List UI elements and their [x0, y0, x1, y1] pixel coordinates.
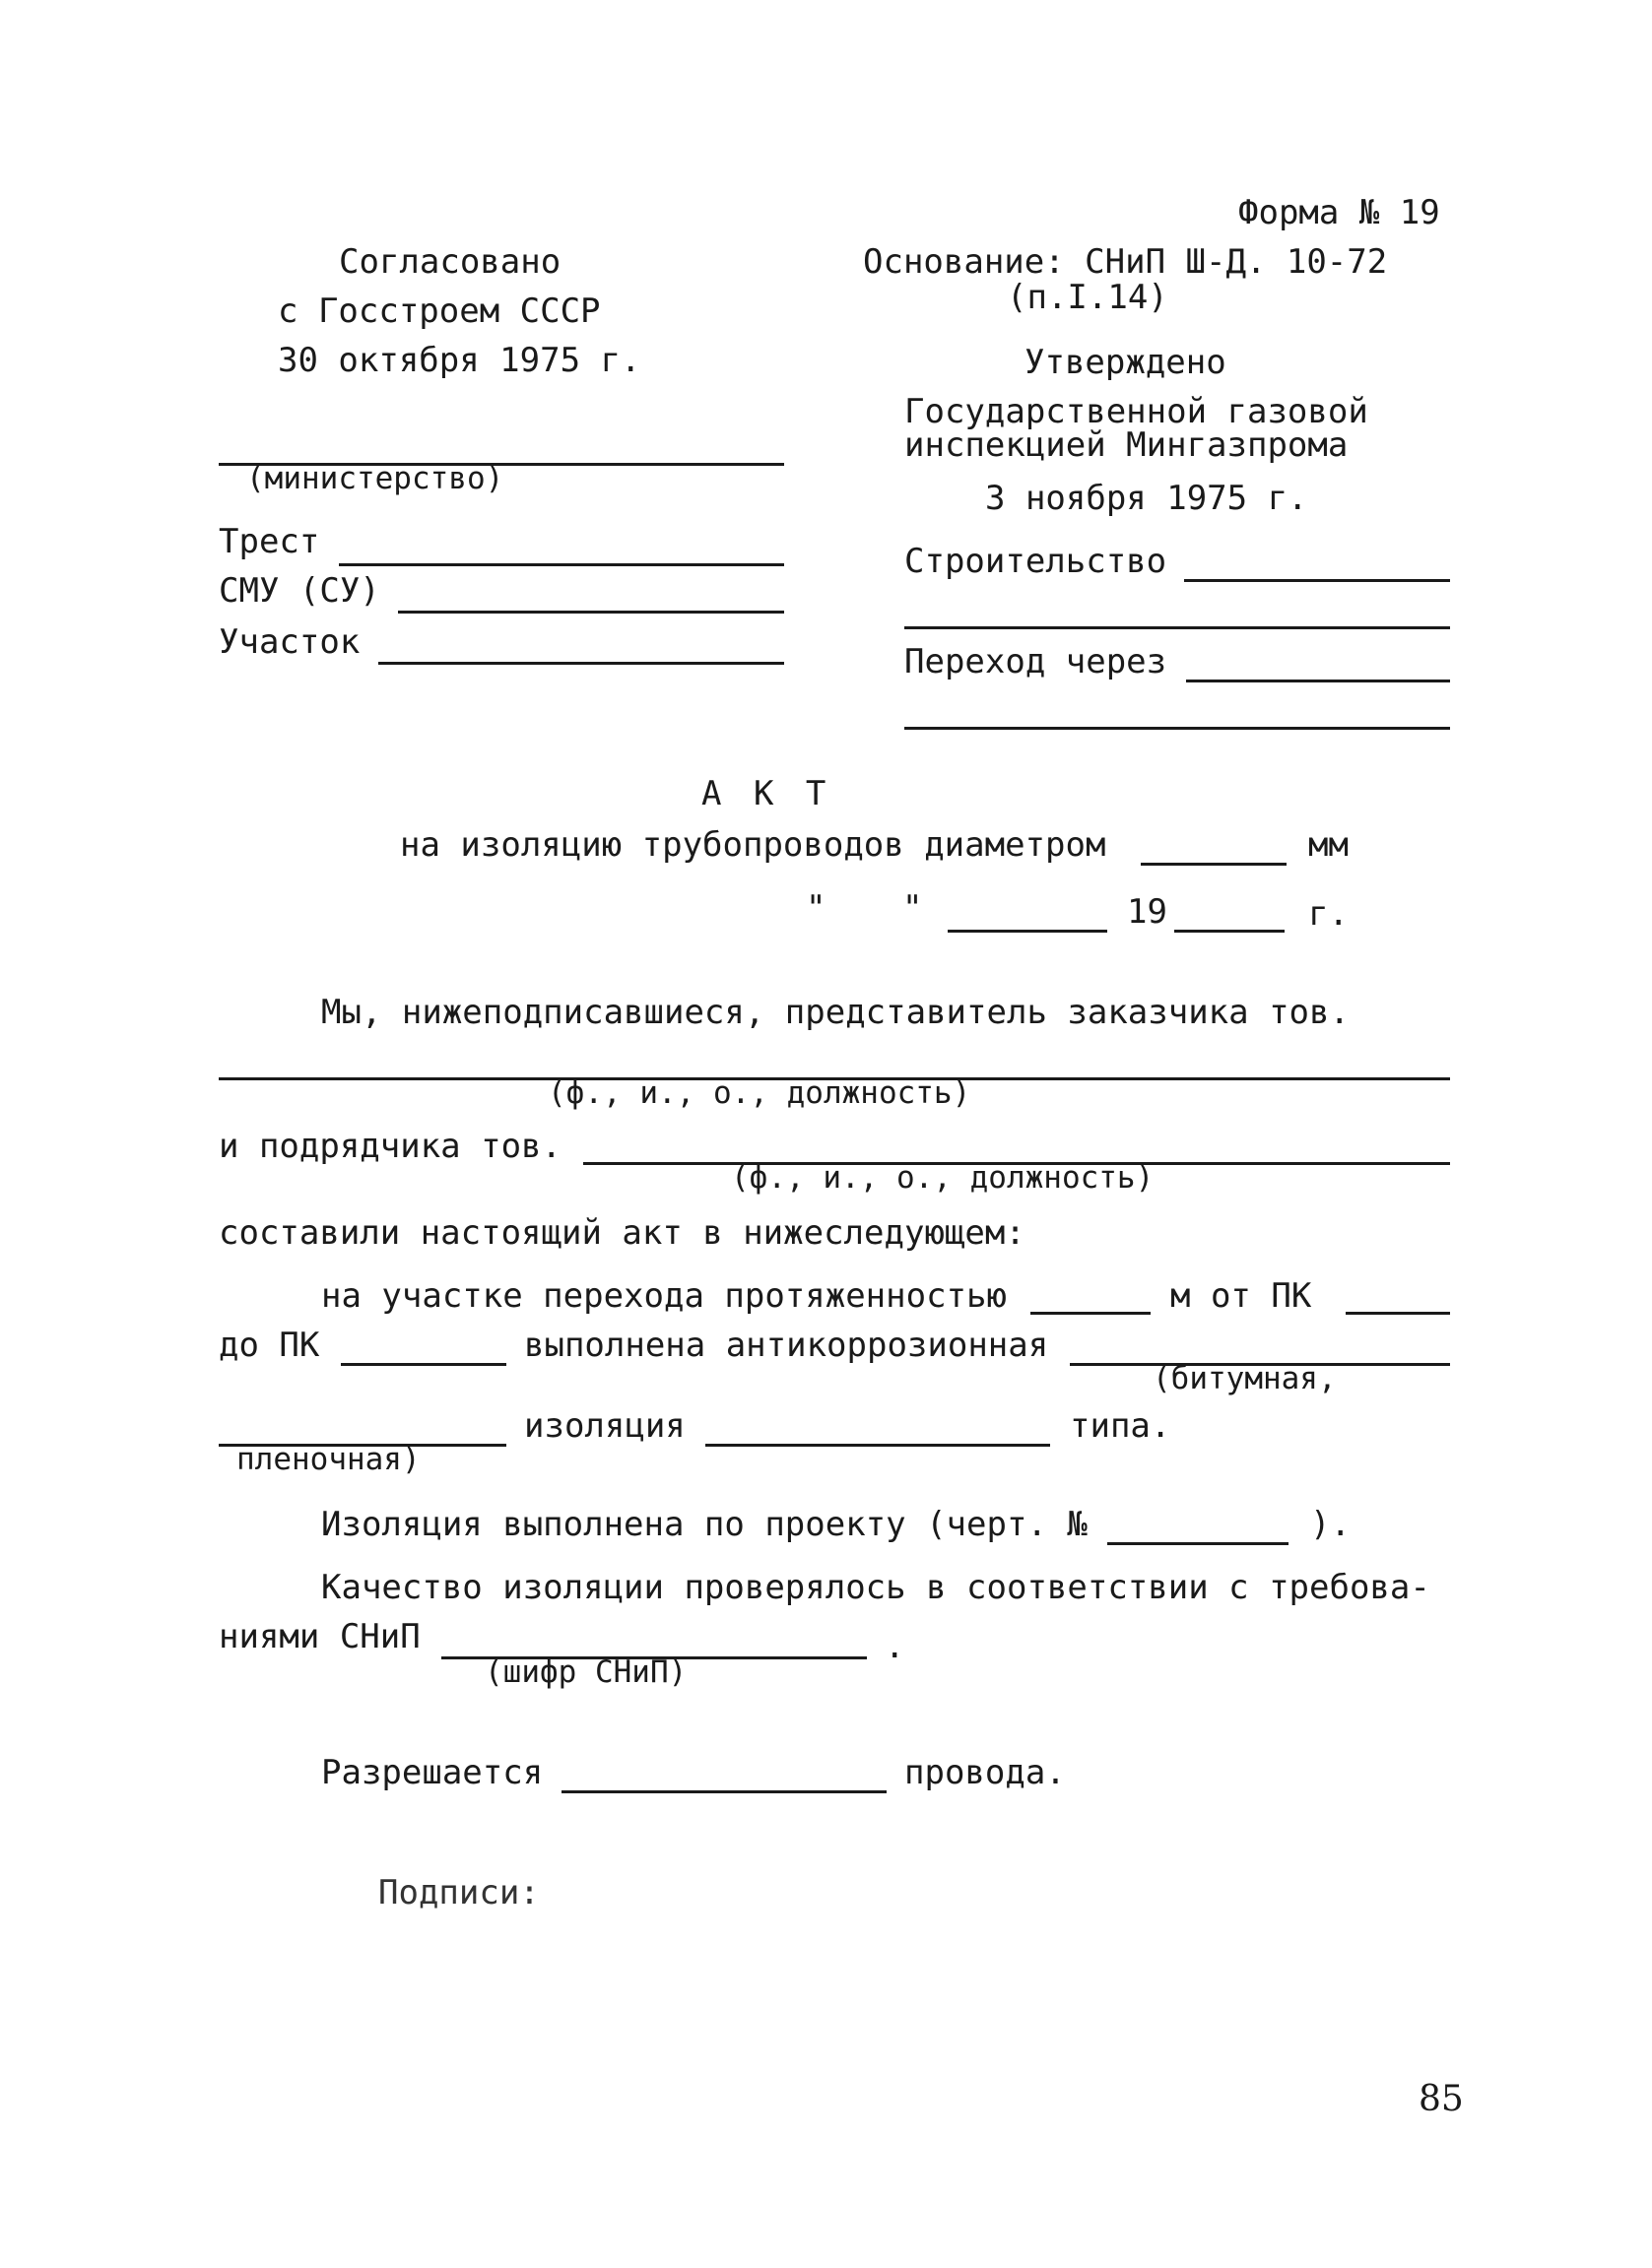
per-project-text: Изоляция выполнена по проекту (черт. № [321, 1505, 1088, 1544]
basis-line-1: Основание: СНиП Ш-Д. 10-72 [863, 242, 1388, 282]
quote-open: " [806, 888, 826, 928]
per-project-close: ). [1310, 1505, 1351, 1544]
agreed-label: Согласовано [339, 242, 562, 282]
anticorr-text: выполнена антикоррозионная [524, 1326, 1049, 1365]
pk-from-line[interactable] [1346, 1312, 1450, 1315]
quote-close: " [902, 888, 923, 928]
crossing-line[interactable] [1186, 680, 1450, 682]
section-length-text: на участке перехода протяженностью [321, 1276, 1007, 1316]
act-subject: на изоляцию трубопроводов диаметром [400, 825, 1106, 865]
pk-to-line[interactable] [341, 1363, 506, 1366]
permitted-text: Разрешается [321, 1753, 544, 1792]
bitum-caption: (битумная, [1153, 1361, 1337, 1396]
length-line[interactable] [1030, 1312, 1151, 1315]
crossing-line-2[interactable] [904, 727, 1450, 730]
permitted-line[interactable] [562, 1790, 887, 1793]
page-number: 85 [1419, 2079, 1464, 2119]
year-suffix: г. [1308, 894, 1349, 934]
insulation-type-line[interactable] [705, 1444, 1050, 1447]
to-pk: до ПК [219, 1326, 320, 1365]
approved-date: 3 ноября 1975 г. [985, 479, 1308, 518]
construction-line[interactable] [1184, 579, 1450, 582]
compiled-text: составили настоящий акт в нижеследующем: [219, 1213, 1025, 1253]
fio-caption-2: (ф., и., о., должность) [731, 1160, 1155, 1196]
approved-label: Утверждено [1024, 343, 1226, 382]
wire-text: провода. [904, 1753, 1066, 1792]
approved-by-1: Государственной газовой [904, 392, 1368, 431]
site-label: Участок [219, 622, 361, 662]
diameter-line[interactable] [1141, 863, 1287, 866]
agreed-date: 30 октября 1975 г. [278, 341, 641, 380]
act-title: А К Т [701, 774, 832, 813]
trust-label: Трест [219, 522, 320, 561]
ministry-caption: (министерство) [246, 461, 504, 496]
snip-dot: . [885, 1627, 905, 1666]
quality-line-1: Качество изоляции проверялось в соответствии с требова- [321, 1568, 1430, 1607]
smu-line[interactable] [398, 611, 784, 614]
form-number: Форма № 19 [1238, 193, 1440, 232]
intro-text: Мы, нижеподписавшиеся, представитель заказчика тов. [321, 993, 1350, 1032]
approved-by-2: инспекцией Мингазпрома [904, 425, 1349, 465]
agreed-with: с Госстроем СССР [278, 292, 601, 331]
site-line[interactable] [378, 662, 784, 665]
m-from-pk: м от ПК [1170, 1276, 1312, 1316]
signatures-label: Подписи: [378, 1873, 540, 1912]
insulation-word: изоляция [524, 1406, 686, 1446]
smu-label: СМУ (СУ) [219, 571, 380, 611]
year-line[interactable] [1174, 930, 1285, 933]
snip-caption: (шифр СНиП) [485, 1654, 688, 1690]
crossing-label: Переход через [904, 642, 1167, 681]
drawing-number-line[interactable] [1107, 1542, 1289, 1545]
film-caption: пленочная) [236, 1442, 421, 1477]
basis-line-2: (п.I.14) [1007, 278, 1168, 317]
construction-label: Строительство [904, 542, 1167, 581]
unit-mm: мм [1308, 825, 1349, 865]
month-line[interactable] [948, 930, 1107, 933]
construction-line-2[interactable] [904, 626, 1450, 629]
contractor-label: и подрядчика тов. [219, 1127, 562, 1166]
year-prefix: 19 [1127, 892, 1167, 932]
type-word: типа. [1070, 1406, 1171, 1446]
fio-caption-1: (ф., и., о., должность) [548, 1075, 971, 1111]
trust-line[interactable] [339, 563, 784, 566]
quality-line-2: ниями СНиП [219, 1617, 421, 1656]
